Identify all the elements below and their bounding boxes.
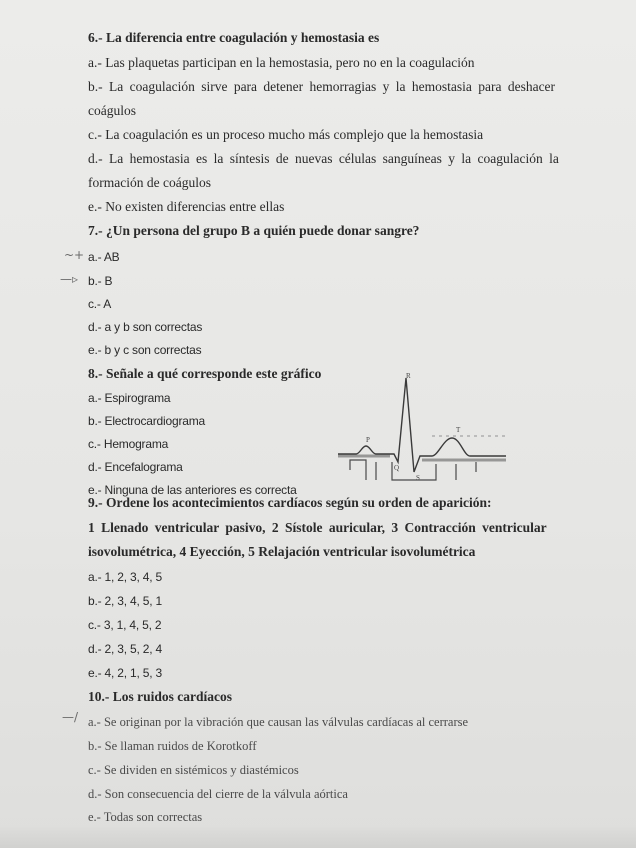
q9-option-a: a.- 1, 2, 3, 4, 5	[88, 570, 162, 584]
q8-option-a: a.- Espirograma	[88, 391, 171, 405]
pencil-mark-icon: —/	[62, 710, 79, 724]
pencil-mark-icon: ~+	[64, 248, 85, 262]
ecg-graph-figure	[336, 372, 510, 492]
q10-option-e: e.- Todas son correctas	[88, 810, 203, 824]
ecg-label-t: T	[456, 426, 461, 434]
q6-option-c: c.- La coagulación es un proceso mucho más complejo que la hemostasia	[88, 127, 484, 142]
q7-option-e: e.- b y c son correctas	[88, 343, 202, 357]
page-shadow	[0, 824, 636, 848]
q8-option-b: b.- Electrocardiograma	[88, 414, 205, 428]
q9-option-c: c.- 3, 1, 4, 5, 2	[88, 618, 162, 632]
q10-option-b: b.- Se llaman ruidos de Korotkoff	[88, 739, 257, 753]
q9-title: 9.- Ordene los acontecimientos cardíacos según su orden de aparición:	[88, 495, 492, 510]
ecg-label-p: P	[366, 436, 370, 444]
q7-option-b: b.- B	[88, 274, 113, 288]
q9-option-e: e.- 4, 2, 1, 5, 3	[88, 666, 162, 680]
ecg-label-r: R	[406, 372, 411, 380]
q10-option-d: d.- Son consecuencia del cierre de la válvula aórtica	[88, 787, 348, 801]
q8-option-c: c.- Hemograma	[88, 437, 169, 451]
q10-option-c: c.- Se dividen en sistémicos y diastémicos	[88, 763, 299, 777]
q6-option-b-line1: b.- La coagulación sirve para detener hemorragias y la hemostasia para deshacer	[88, 79, 556, 94]
q7-option-c: c.- A	[88, 297, 112, 311]
q8-option-d: d.- Encefalograma	[88, 460, 183, 474]
ecg-waveform	[338, 378, 506, 472]
q6-title: 6.- La diferencia entre coagulación y hemostasia es	[88, 30, 380, 45]
q9-items-line1: 1 Llenado ventricular pasivo, 2 Sístole auricular, 3 Contracción ventricular	[88, 520, 547, 535]
pencil-mark-icon: —▹	[60, 272, 79, 286]
q9-items-line2: isovolumétrica, 4 Eyección, 5 Relajación ventricular isovolumétrica	[88, 544, 476, 559]
q6-option-d-line1: d.- La hemostasia es la síntesis de nuevas células sanguíneas y la coagulación la	[88, 151, 559, 166]
q6-option-a: a.- Las plaquetas participan en la hemostasia, pero no en la coagulación	[88, 55, 475, 70]
q8-title: 8.- Señale a qué corresponde este gráfico	[88, 366, 322, 381]
q9-option-d: d.- 2, 3, 5, 2, 4	[88, 642, 162, 656]
q7-option-a: a.- AB	[88, 250, 120, 264]
ecg-label-s: S	[416, 474, 420, 482]
q6-option-d-line2: formación de coágulos	[88, 175, 211, 190]
q6-option-e: e.- No existen diferencias entre ellas	[88, 199, 285, 214]
q8-option-e: e.- Ninguna de las anteriores es correcta	[88, 483, 297, 497]
q6-option-b-line2: coágulos	[88, 103, 136, 118]
q7-title: 7.- ¿Un persona del grupo B a quién puede donar sangre?	[88, 223, 420, 238]
ecg-label-q: Q	[394, 464, 400, 472]
q10-title: 10.- Los ruidos cardíacos	[88, 689, 233, 704]
q10-option-a: a.- Se originan por la vibración que causan las válvulas cardíacas al cerrarse	[88, 715, 469, 729]
q7-option-d: d.- a y b son correctas	[88, 320, 203, 334]
q9-option-b: b.- 2, 3, 4, 5, 1	[88, 594, 162, 608]
